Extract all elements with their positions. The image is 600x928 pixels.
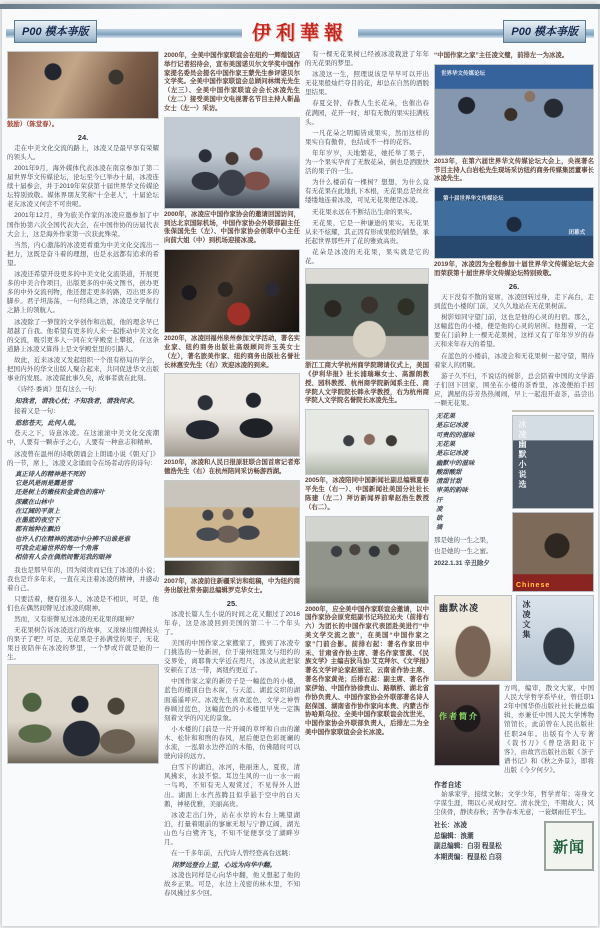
poem-line: 幽默中的滋味 [436, 459, 475, 467]
page-header [6, 18, 594, 46]
masthead-title: 伊利華報 [242, 18, 358, 45]
poem-line: 在辽阔的平原上 [15, 507, 60, 515]
photo-caption-2007: 2007年，冰凌前往新疆采访和组稿，中为纽约商务出版社常务副总编辑罗克华女士。 [164, 578, 300, 594]
poem-intro: 冰凌曾在温州的诗歌朗诵会上朗诵小说《朝天门》的一节，席上，冰凌又念诵而令在场者动容的诗句： [7, 450, 159, 467]
seal-text: 新闻 [552, 838, 585, 856]
poem-ending: 也是她的一生之蜜。 [434, 547, 493, 555]
photo-delegation-group [305, 516, 429, 604]
column-3 [305, 50, 429, 924]
body-paragraph: 有一棵无花果树已经被冰凌栽进了年年的无花果的梦里。 [305, 51, 429, 68]
body-paragraph: 然而，又有谁瞥见过冰凌的无花果的眼神？ [14, 616, 138, 624]
body-paragraph: 冰凌走出门外，站在水岸的木台上眺望湖泊，打量着眼前的寥廓无垠与宁静辽阔，湖光山色与白鹭齐飞，不知不觉便享受了湖畔岁月。 [164, 811, 300, 846]
top-border-strip [0, 4, 600, 9]
quote-intro: 《诗经·黍离》里有这么一句： [14, 386, 101, 394]
poem-line: 无花果 [436, 413, 456, 421]
poem-line: 可贵的的滋味 [436, 431, 475, 439]
body-paragraph: 只要活着，便有很多人，冰凌是不相识，可是，他们也在偶然间瞥见过冰凌的眼神。 [7, 595, 159, 612]
poem-line: 在墨蓝的夜空下 [15, 517, 60, 525]
page-number-badge-left: P00 模本亊版 [14, 20, 97, 43]
poem-line: 相信有人会在偶然间瞥见我的眼神 [15, 554, 111, 562]
poem-line: 欲 [436, 515, 443, 523]
author-bio: 方鸣，编审，散文大家，中国人民大学哲学系毕业，曾任职12年中国华侨出版社社长兼总编辑，亦兼任中国人民大学博物馆馆长，此前曾在人民出版社任职24年。出版有个人专著《裁书刀》《曾是洛阳花下客》，由故宫出版社出版《茶子谱书记》和《秋之外景》，即将出版《今夕何夕》。 [504, 685, 594, 774]
staff-line: 总编辑：浪潮 [434, 832, 474, 840]
book-cover-plum-blossom [512, 410, 594, 412]
photo-caption-2020: 2020年，冰凌回福州泉州参加文学活动，著名实业家、纽约商务出版社高级顾问许玉英女士（左），著名旅美作家、纽约商务出版社名誉社长林惠安先生（右）欢迎冰凌的到来。 [164, 335, 300, 369]
news-seal-logo [544, 821, 594, 871]
photo-forum-stage [434, 187, 594, 259]
photo-caption-university: 浙江工商大学杭州商学院聘请仪式上，美国《伊利华报》社长浦瑞琳女士、高源朗教授、园科教授、杭州商学院新闻系主任、商学院人文学院院长韩永学教授，右为杭州商学院人文学院名誉院长冰凌先生。 [305, 362, 429, 405]
body-paragraph: 冰凌这一生，照理说该是早早可以开出无花果般灿烂夺目的花，却总在自然的洒脱里结果。 [305, 71, 429, 97]
body-paragraph: 2001年12月，身为旅美作家的冰凌应邀参加了中国作协第六次全国代表大会，在中国作协的历届代表大会上，这是海外作家第一次获此殊荣。 [7, 212, 159, 238]
page-number-badge-right: P00 模本亊版 [503, 20, 586, 43]
poem-line: 真正诗人的精神是不死的 [15, 470, 86, 478]
book-covers-strip [512, 410, 594, 592]
body-paragraph: 树影如同守望门前，这也是他的心灵的归宿。那么，这幢蓝色的小楼，便是他的心灵的居所。他想着，一定要在门前种上一棵无花果树，这样又有了年年岁岁的春天和来年春天的希望。 [434, 314, 594, 349]
body-paragraph: 小木楼的门前是一片开阔的草坪和自由的灌木、松针和和煦的春风，屋后便是色彩斑斓的水流，一泓碧水边停泊的木船，仿佛随时可以驶向诗的远方。 [164, 725, 300, 761]
poem-line: 还是树上的嫩枝和金黄色的落叶 [15, 489, 105, 497]
body-paragraph: 游子久不归，不说话的树影，总会陪着中国的文学游子们回下回家，围坐在小楼的茶香里，冰凌便拍手回应，满屋的芬芳热热闹闹，早上一起泡开壶茶，品尝出一颗无花果。 [434, 372, 594, 407]
author-overlay-label: 作者简介 [439, 712, 479, 722]
photo-university-ceremony [305, 268, 429, 360]
poem-line: 汗 [436, 496, 443, 504]
photo-xinjiang-group [164, 560, 300, 576]
body-paragraph: 为什么楼前有一棵树？想想，为什么竟有无花果在此地扎下本根，无花果总是丝丝缕缕地连着冰凌，可见无花果便是冰凌。 [305, 179, 429, 205]
body-paragraph: 无花果永远在不断结出生命的果实。 [312, 208, 417, 216]
book-cover-bingling-wenji [516, 595, 594, 681]
body-paragraph: 美国的中国作家之家搬家了，搬到了冰凌专门挑选的一处新居，位于康州纽黑文与纽约的交界处，离耶鲁大学近在咫尺，冰凌从此把家安顿在了这一带，离纽约更近了。 [164, 640, 300, 675]
body-paragraph: 一凡花朵之明媚皆成果实，然而这样的果实自有傲骨，也结成不一样的花容。 [305, 129, 429, 146]
poem-line: 是忘记冰凌 [436, 450, 468, 458]
poem-line: 深藏在山林中 [15, 498, 54, 506]
body-paragraph: 故此，近来冰凌又发起组织一个很有格局的学会，把国内外的华文出版人聚合起来，共同促进华文出版事业的发展。冰凌谋此事久矣，成事者就在此刻。 [7, 356, 159, 383]
photo-home-visit [7, 51, 159, 119]
photo-caption-2010: 2010年，冰凌和人民日报原驻联合国首席记者郑德浩先生（右）在杭州陪同采访畅游西湖。 [164, 459, 300, 476]
staff-list [434, 821, 538, 871]
poem-line: 凌 [436, 505, 443, 513]
body-paragraph: 白雪下的湖泊，冰河，艳丽迷人，夏夜，清风拂来，水波不惊。耳边生风的一山一水一雨一鸟鸣，不知有无人观赏过，不见得外人进出。湖面上水汽蒸腾且似乎悬于空中的白天鹅，神秘优雅，美丽高贵。 [164, 764, 300, 808]
forum-banner-text: 世界华文传媒论坛 [441, 70, 486, 77]
poem-and-covers [434, 410, 594, 592]
poem-line: 审美的韵味 [436, 487, 468, 495]
section-number-26: 26. [508, 281, 520, 291]
column-1 [7, 50, 159, 924]
poem-line: 它是风是雨是露是雪 [15, 480, 73, 488]
body-paragraph: 花朵是冰凌的无花果，果实就是它的花。 [305, 248, 429, 265]
author-portrait [434, 684, 500, 766]
poem-date: 2022.1.31 辛丑除夕 [434, 559, 490, 567]
photo-hotel-lobby [164, 249, 300, 333]
photo-airport-arrival [164, 117, 300, 209]
quote-line: 知我者，谓我心忧；不知我者，谓我何求。 [15, 398, 139, 406]
body-paragraph: 我也是那早年的，因为阅读而记住了冰凌的小说；我也是许多年来，一直在关注着冰凌的精神，并感动着自己。 [7, 566, 159, 592]
body-paragraph: 在蓝色的小楼前，冰凌会和无花果树一起守望，期待着家人的团聚。 [434, 352, 594, 369]
column-2 [164, 50, 300, 924]
poem-line: 酸甜酸甜 [436, 468, 462, 476]
author-statement: 始承家学，接续文脉；文学少年，哲学青年；寄身文字谋生涯，期以心灵成时空。清水洗尘，不期故人；风尘侠骨，静读春秋；苦争春本无意，一蓑烟雨任平生。 [434, 791, 594, 817]
book-cover-title: 冰凌幽默小说选 [518, 420, 527, 491]
book-covers-row [434, 595, 594, 681]
photo-caption-2019: 2019年，冰凌因为全程参加十届世界华文传媒论坛大会而荣获第十届世界华文传媒论坛特别致敬。 [434, 261, 594, 278]
staff-line: 本期责编：程显松 白羽 [434, 853, 502, 861]
body-paragraph: 在一千多年前，五代诗人曾经登高台远眺： [171, 850, 295, 858]
masthead-footer [434, 821, 594, 871]
section-number-25: 25. [226, 598, 238, 608]
stage-banner-text: 第十届世界华文传媒论坛 [443, 196, 504, 203]
program-logo-text: Chinese [516, 582, 551, 590]
column-4 [434, 50, 594, 924]
body-paragraph: 年年岁岁，天地繁花，她托举了果子，为一个果实孕育了无数花朵，倒也是洒脱快活的果子的一生。 [305, 149, 429, 176]
body-paragraph: 冰凌还希望开设更多的中美文化交流渠道，开展更多的中美合作项目，出版更多的中英文图书，创办更多的中外交流刊物，他还想走更多的路，迈出更多的脚步。君子坦荡荡，一句经典之语，冰凌是文学航行之路上的领航人。 [7, 271, 159, 315]
photo-hangzhou-sofa [164, 373, 300, 457]
body-paragraph: 天下没有不散的宴席，冰凌回转过身，走下高台，走到蓝色小楼的门前，又久久地站在无花果树前。 [434, 293, 594, 311]
staff-line: 社长：冰凌 [434, 822, 467, 830]
book-cover-title: 幽默冰凌 [439, 603, 480, 614]
staff-line: 副总编辑：白羽 程显松 [434, 843, 502, 851]
photo-caption-2000-delegation: 2000年，应全美中国作家联谊会邀请，以中国作家协会原党组副书记玛拉沁夫（前排右六）为团长的中国作家代表团赴美进行“中美文学交流之旅”，在美国“中国作家之家”门前合影。前排右起：著名作家田中禾、甘肃省作协主席、著名作家雪漠、《民族文学》主编吉狄马加·艾克拜尔、《文学报》著名文学评论家赵丽宏、云南省作协主席、著名作家黄尧；后排右起：副主席、著名作家伊始、中国作协徐贵山、路顺桥、湖北省作协负责人、中国作家协会外联部著名诗人赵保国、湖南省作协作家向本贵、内蒙古作协哈斯乌拉、全美中国作家联谊会沈世光、中国作家协会外联部负责人，后排左二为全美中国作家联谊会会长冰凌。 [305, 605, 429, 737]
photo-caption-2013: 2013年，在第六届世界华文传媒论坛大会上，央视著名节目主持人白岩松先生现场采访纽约商务传媒集团董事长冰凌先生。 [434, 157, 594, 183]
body-paragraph: 冰凌也同样是心向华中翻，他又想起了他的故乡正果。可是，水边上茂密的林木里，不知春风拂过多少回。 [164, 872, 300, 898]
fig-poem [434, 410, 508, 592]
photo-caption: 鼓励）（陈堂春）。 [7, 121, 59, 128]
body-paragraph: 2001年9月，海外媒体代表冰凌在南京参加了第二届世界华文传媒论坛，论坛至今已举办十届，冰凌连续十届参会，并于2019年荣获第十届世界华文传媒论坛特别致敬。媒体界朋友笑称“十全老人”，十届论坛老友冰凌又何尝不可贵呢。 [7, 165, 159, 209]
poem-line: 也许人们在精神的流动中分辨不出谁是谁 [15, 535, 131, 543]
video-still-program [512, 512, 594, 592]
book-cover-humor-novels [512, 415, 594, 509]
photo-caption-2000-press: 2000年，全美中国作家联谊会在纽约一辉煌饭店举行记者招待会，宣布美国诺贝尔文学奖中国作家提名委员会提名中国作家王蒙先生参评诺贝尔文学奖。全美中国作家联谊会总顾问林缉光先生（左三）、全美中国作家联谊会会长冰凌先生（左二）接受美国中文电视著名节目主持人靳晶女士（左一）采访。 [164, 52, 300, 112]
poem-line: 清甜甘甜 [436, 478, 462, 486]
poem-line: 都有她种在飘泊 [15, 526, 60, 534]
photo-caption-2005: 2005年，冰凌陪同中国新闻社副总编辑夏春平先生（右一）、中国新闻社美国分社社长陈建（左二）拜访新闻界前辈赵浩生教授（右二）。 [305, 477, 429, 511]
quote-line: 悠悠苍天，此何人哉。 [15, 420, 80, 428]
poem-line: 是忘记冰凌 [436, 422, 468, 430]
poem-line: 滴 [436, 524, 443, 532]
photo-forum-interview [434, 64, 594, 156]
quote-line: 闲梦远登台上望，心远为向华中翻。 [172, 862, 276, 870]
photo-xinjiang-desert [164, 480, 300, 558]
photo-caption-2000-airport: 2000年，冰凌应中国作家协会的邀请回国访问，到达北京国际机场，中国作家协会外联部副主任张保国先生（左）、中国作家协会创联中心主任向前大姐（中）到机场迎接冰凌。 [164, 210, 300, 245]
quote-intro: 接着又是一句： [14, 408, 60, 416]
author-intro-row [434, 684, 594, 777]
body-paragraph: 无花果，它是一种谦逊的果实。无花果从来不炫耀，其正因有形成果般的铺垫，承托起世界那些开了花的雅致高贵。 [305, 219, 429, 245]
stage-closing-text: 闭幕式 [568, 230, 585, 237]
body-paragraph: 春夏交替，春教人生长花朵，也催出春花满园，花开一时，却有无数的果实挂满枝头。 [305, 100, 429, 126]
body-paragraph: 冰凌除了一箩筐的文学创作和出版，他的理念早已超越了自我。他希望有更多的人来一起推动中美文化的交流，吸引更多人一同在文学殿堂上攀援，在这条道路上冰凌又算得上是文学殿堂里的引路人。 [7, 318, 159, 353]
body-paragraph: 冰凌长篇人生小说的时间之花又翻过了2016年春，这是冰凌回到美国的第二十二个年头了。 [164, 610, 300, 636]
body-paragraph: 当然，内心激荡的冰凌更看重为中美文化交流出一把力，这既是奋斗着的理想，也是永远都有追求的希望。 [7, 241, 159, 267]
body-paragraph: 中国作家之家的新房子是一幢蓝色的小楼，蓝色的楼顶白色木窗，与天蓝、湖蓝交织的湖面遥遥呼应。冰凌先生喜欢蓝色，文学之神曾眷顾过蓝色，这幢蓝色的小木楼里早先一定镌刻着文学的闪光的景象。 [164, 678, 300, 722]
body-paragraph: 无花果树告诉冰凌远行的故事，又浓绿出缀满枝头的果子了吧？可是，无花果是子孙满堂的果子，无花果日夜陪伴在冰凌的梦里，一个梦或许就是她的一生。 [7, 627, 159, 662]
poem-block [15, 470, 159, 563]
poem-line: 无花果 [436, 440, 456, 448]
columns-wrapper [7, 50, 593, 924]
book-cover-title: 冰凌文集 [522, 600, 531, 641]
photo-tv-interview [7, 664, 159, 764]
body-paragraph: 走在中美文化交流的路上，冰凌又是最早享有荣耀的领头人。 [7, 144, 159, 161]
photo-white-house-visit [305, 409, 429, 475]
poem-line: 可我会走遍世界的每一个角落 [15, 544, 99, 552]
author-statement-heading: 作者自述 [434, 782, 462, 790]
body-paragraph: 苍天之下，诗意冰凌。在这滚滚中美文化交流潮中，人要有一颗赤子之心，人要有一种意志和精神。 [7, 430, 159, 447]
poem-ending: 那是她的一生之果， [434, 536, 493, 544]
book-cover-youmo-bingling [434, 595, 512, 681]
section-number-24: 24. [77, 132, 89, 142]
photo-caption-writers-home: “中国作家之家”主任凌文璧，前排左一为冰凌。 [434, 52, 569, 59]
